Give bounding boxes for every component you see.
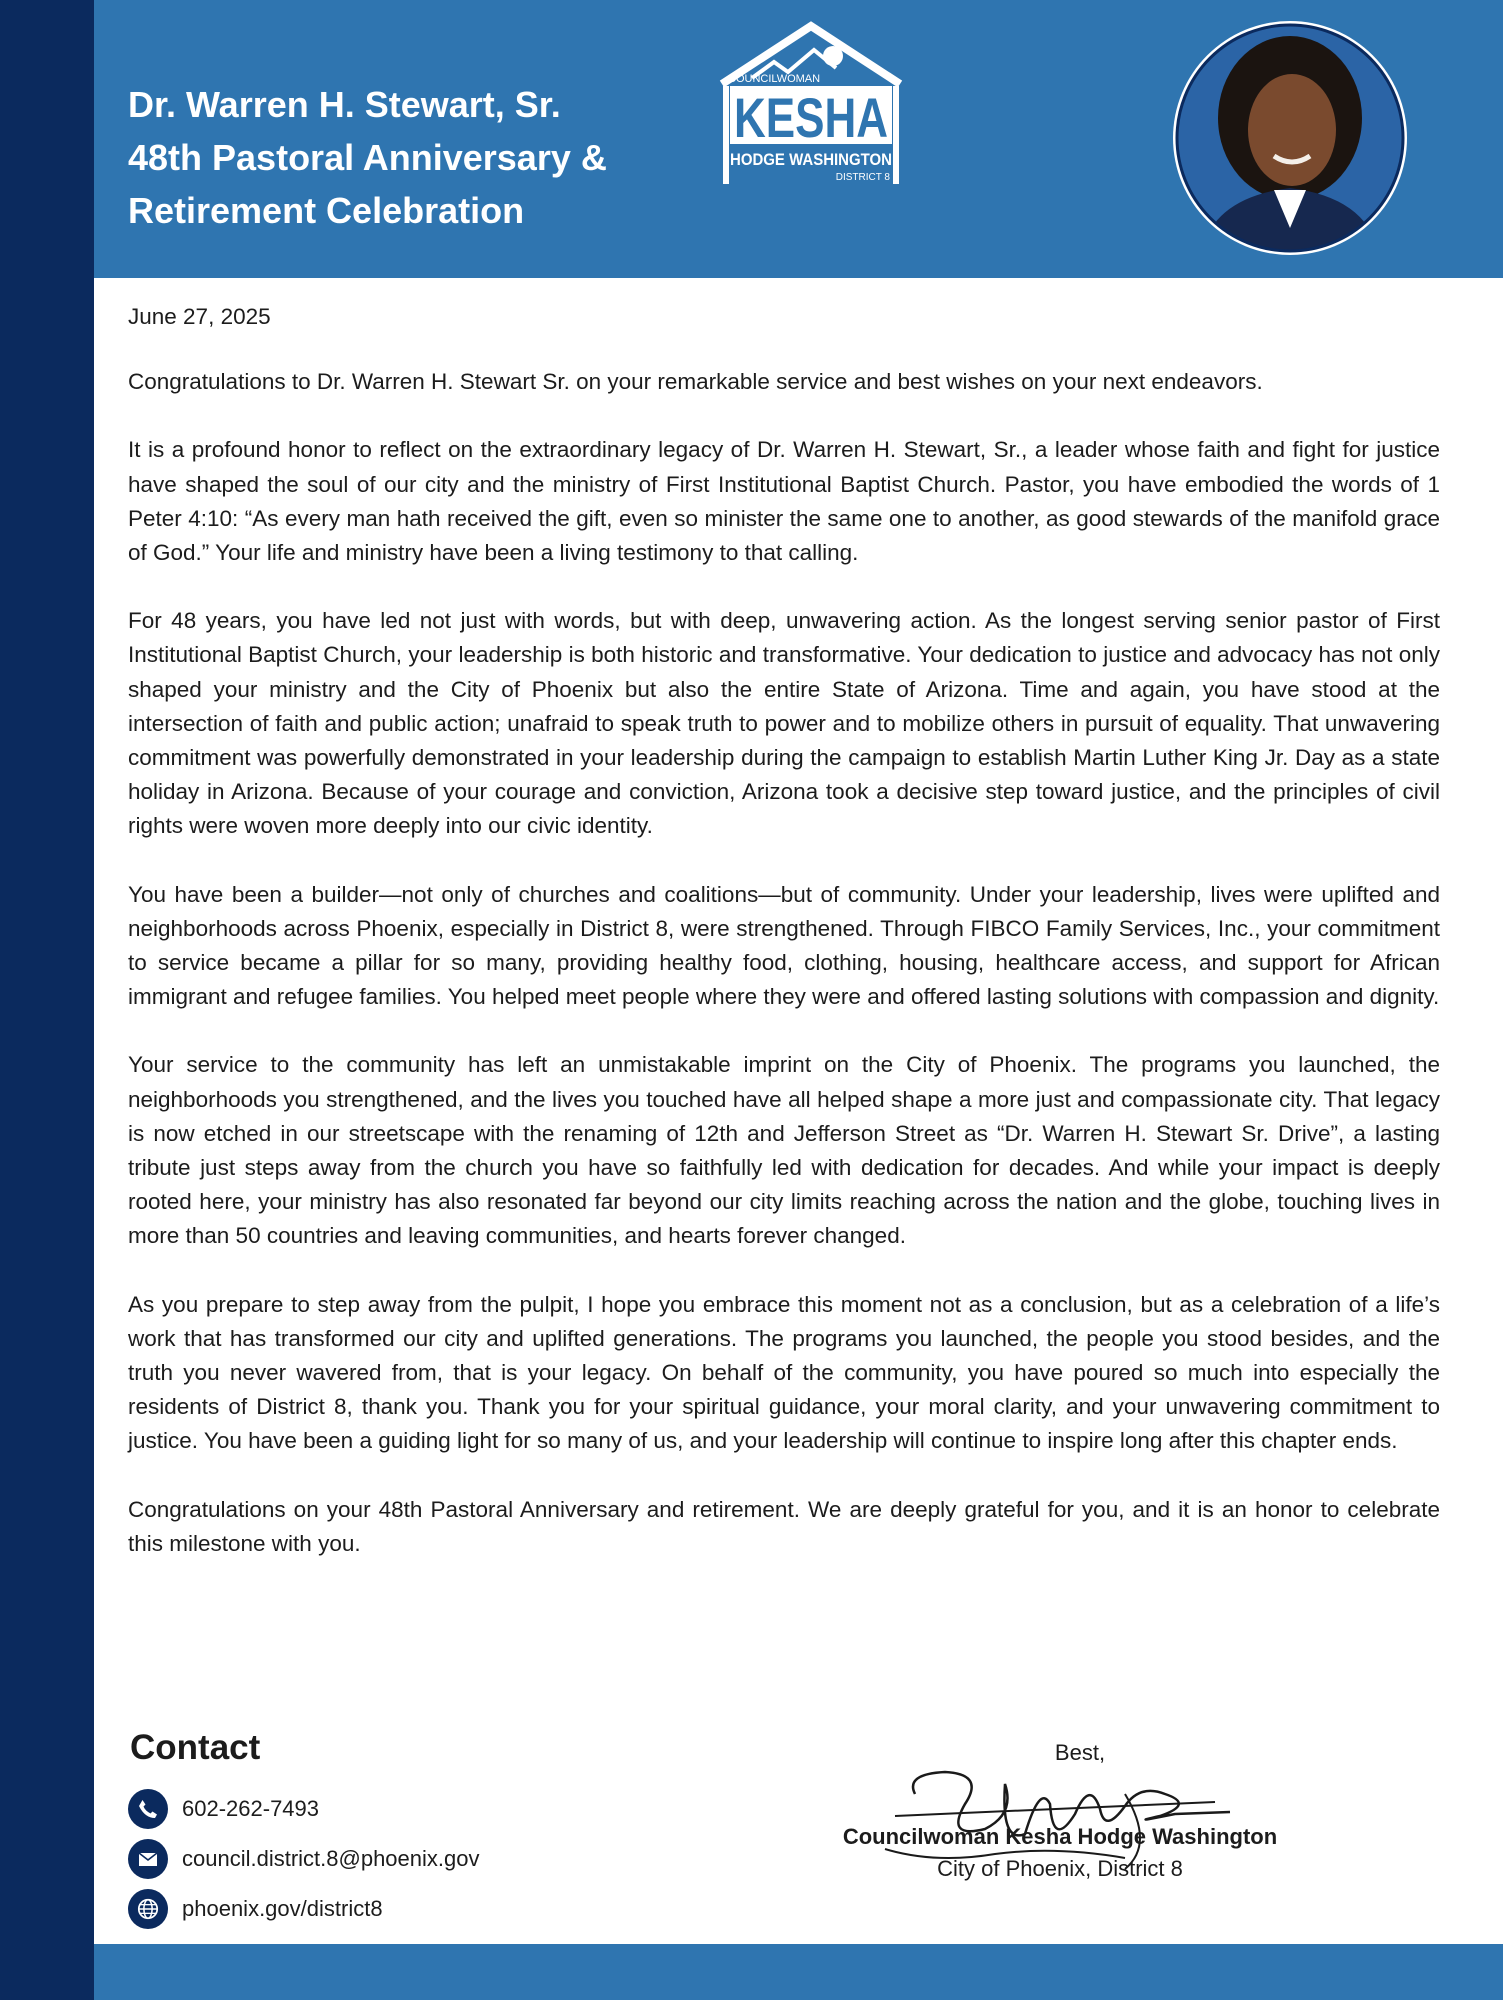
left-navy-bar <box>0 0 94 2000</box>
contact-website-row[interactable] <box>128 1884 479 1934</box>
letter-paragraph-2: It is a profound honor to reflect on the extraordinary legacy of Dr. Warren H. Stewart, Sr., a leader whose faith and fight for justice have shaped the soul of our city and the ministry of First Institutional Baptist Church. Pastor, you have embodied the words of 1 Peter 4:10: “As every man hath received the gift, even so minister the same one to another, as good stewards of the manifold grace of God.” Your life and ministry have been a living testimony to that calling. <box>128 437 1440 566</box>
councilwoman-portrait <box>1170 18 1410 258</box>
signatory-name: Councilwoman Kesha Hodge Washington <box>842 1824 1278 1849</box>
title-line-1: Dr. Warren H. Stewart, Sr. <box>128 84 561 125</box>
contact-section <box>128 1728 479 1934</box>
logo-name-text: KESHA <box>734 86 888 149</box>
contact-phone[interactable]: 602-262-7493 <box>182 1796 320 1821</box>
page-title <box>128 78 607 237</box>
footer-banner <box>94 1944 1503 2000</box>
contact-website[interactable]: phoenix.gov/district8 <box>182 1896 383 1921</box>
logo-surname-text: HODGE WASHINGTON <box>730 150 892 169</box>
letter-body <box>128 300 1440 1595</box>
letter-paragraph-7: Congratulations on your 48th Pastoral Anniversary and retirement. We are deeply grateful for you, and it is an honor to celebrate this milestone with you. <box>128 1496 1440 1556</box>
letter-paragraph-5: Your service to the community has left an unmistakable imprint on the City of Phoenix. The programs you launched, the neighborhoods you strengthened, and the lives you touched have all helped shape a more just and compassionate city. That legacy is now etched in our streetscape with the renaming of 12th and Jefferson Street as “Dr. Warren H. Stewart Sr. Drive”, a lasting tribute just steps away from the church you have so faithfully led with dedication for decades. And while your impact is deeply rooted here, your ministry has also resonated far beyond our city limits reaching across the nation and the globe, touching lives in more than 50 countries and leaving communities, and hearts forever changed. <box>128 1052 1440 1249</box>
letter-date: June 27, 2025 <box>128 304 271 329</box>
email-icon <box>128 1839 168 1879</box>
title-line-2: 48th Pastoral Anniversary & <box>128 137 607 178</box>
contact-email[interactable]: council.district.8@phoenix.gov <box>182 1846 480 1871</box>
contact-heading: Contact <box>130 1728 261 1767</box>
phoenix-bird-icon <box>823 46 843 66</box>
letter-paragraph-1: Congratulations to Dr. Warren H. Stewart Sr. on your remarkable service and best wishes on your next endeavors. <box>128 369 1263 395</box>
contact-phone-row[interactable] <box>128 1784 479 1834</box>
globe-icon <box>128 1889 168 1929</box>
councilwoman-logo <box>716 22 906 192</box>
title-line-3: Retirement Celebration <box>128 190 525 231</box>
logo-district-text: DISTRICT 8 <box>835 172 890 183</box>
letter-paragraph-3: For 48 years, you have led not just with words, but with deep, unwavering action. As the longest serving senior pastor of First Institutional Baptist Church, your leadership is both historic and transformative. Your dedication to justice and advocacy has not only shaped your ministry and the City of Phoenix but also the entire State of Arizona. Time and again, you have stood at the intersection of faith and public action; unafraid to speak truth to power and to mobilize others in pursuit of equality. That unwavering commitment was powerfully demonstrated in your leadership during the campaign to establish Martin Luther King Jr. Day as a state holiday in Arizona. Because of your courage and conviction, Arizona took a decisive step toward justice, and the principles of civil rights were woven more deeply into our civic identity. <box>128 608 1440 839</box>
letter-paragraph-4: You have been a builder—not only of churches and coalitions—but of community. Under your leadership, lives were uplifted and neighborhoods across Phoenix, especially in District 8, were strengthened. Through FIBCO Family Services, Inc., your commitment to service became a pillar for so many, providing healthy food, clothing, housing, healthcare access, and support for African immigrant and refugee families. You helped meet people where they were and offered lasting solutions with compassion and dignity. <box>128 881 1440 1010</box>
logo-councilwoman-text: COUNCILWOMAN <box>728 73 821 85</box>
phone-icon <box>128 1789 168 1829</box>
signatory-title: City of Phoenix, District 8 <box>937 1856 1183 1881</box>
closing-text: Best, <box>1054 1740 1106 1765</box>
letter-paragraph-6: As you prepare to step away from the pulpit, I hope you embrace this moment not as a conclusion, but as a celebration of a life’s work that has transformed our city and uplifted generations. The programs you launched, the people you stood besides, and the truth you never wavered from, that is your legacy. On behalf of the community, you have poured so much into especially the residents of District 8, thank you. Thank you for your spiritual guidance, your moral clarity, and your unwavering commitment to justice. You have been a guiding light for so many of us, and your leadership will continue to inspire long after this chapter ends. <box>128 1291 1440 1454</box>
signature-block <box>800 1740 1320 1882</box>
contact-email-row[interactable] <box>128 1834 479 1884</box>
